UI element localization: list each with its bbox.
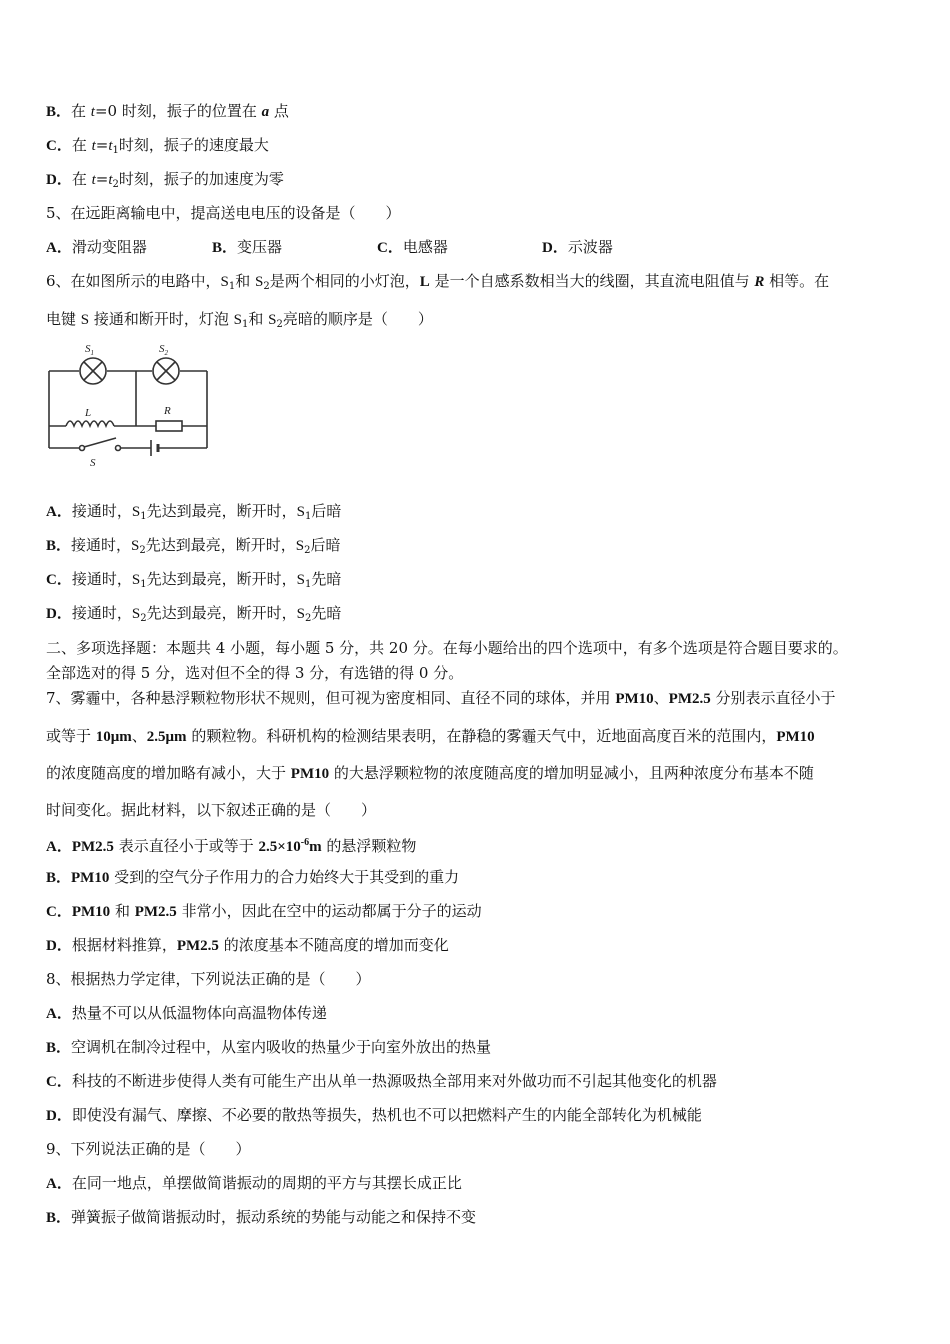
label-r: R [164,405,171,417]
q6-stem-line2: 电键 S 接通和断开时，灯泡 $S_1$和 $S_2$亮暗的顺序是（ ） [46,310,433,330]
q7-stem-line4: 时间变化。据此材料，以下叙述正确的是（ ） [46,801,377,819]
q8-option-c: C．科技的不断进步使得人类有可能生产出从单一热源吸热全部用来对外做功而不引起其他变化的机器 [46,1072,717,1090]
q7-option-c: C．PM10 和 PM2.5 非常小，因此在空中的运动都属于分子的运动 [46,902,482,920]
q8-stem: 8、根据热力学定律，下列说法正确的是（ ） [46,970,371,988]
q5-option-d: D．示波器 [542,238,613,256]
q6-option-c: C．接通时，$S_1$先达到最亮，断开时，$S_1$先暗 [46,570,342,590]
q5-stem: 5、在远距离输电中，提高送电电压的设备是（ ） [46,204,401,222]
q6-stem-line1: 6、在如图所示的电路中，$S_1$和 $S_2$是两个相同的小灯泡，L 是一个自感系数相当大的线圈，其直流电阻值与 R 相等。在 [46,272,830,292]
section2-instructions-line2: 全部选对的得 5 分，选对但不全的得 3 分，有选错的得 0 分。 [46,664,464,682]
q5-option-b: B．变压器 [212,238,283,256]
q7-stem-line1: 7、雾霾中，各种悬浮颗粒物形状不规则，但可视为密度相同、直径不同的球体，并用 PM10、PM2.5 分别表示直径小于 [46,689,836,707]
q7-stem-line2: 或等于 10μm、2.5μm 的颗粒物。科研机构的检测结果表明，在静稳的雾霾天气中，近地面高度百米的范围内，PM10 [46,727,815,745]
q7-option-b: B．PM10 受到的空气分子作用力的合力始终大于其受到的重力 [46,868,460,886]
switch-blade [84,438,116,447]
q4-option-d: D．在 $t=t_2$时刻，振子的加速度为零 [46,170,284,190]
q6-circuit-diagram [44,336,214,472]
label-l: L [85,407,92,419]
q8-option-d: D．即使没有漏气、摩擦、不必要的散热等损失，热机也不可以把燃料产生的内能全部转化为机械能 [46,1106,702,1124]
q8-option-a: A．热量不可以从低温物体向高温物体传递 [46,1004,327,1022]
q9-stem: 9、下列说法正确的是（ ） [46,1140,251,1158]
q6-option-d: D．接通时，$S_2$先达到最亮，断开时，$S_2$先暗 [46,604,342,624]
label-s2: $S_2$ [159,343,168,357]
label-switch-s: S [90,457,96,469]
q6-option-a: A．接通时，$S_1$先达到最亮，断开时，$S_1$后暗 [46,502,342,522]
q4-option-c: C．在 $t=t_1$时刻，振子的速度最大 [46,136,269,156]
label-s1: $S_1$ [85,343,94,357]
q4-option-b: B．在 t=0 时刻，振子的位置在 a 点 [46,102,289,120]
q7-stem-line3: 的浓度随高度的增加略有减小，大于 PM10 的大悬浮颗粒物的浓度随高度的增加明显减小，且两种浓度分布基本不随 [46,764,814,782]
q9-option-a: A．在同一地点，单摆做简谐振动的周期的平方与其摆长成正比 [46,1174,462,1192]
q7-option-d: D．根据材料推算，PM2.5 的浓度基本不随高度的增加而变化 [46,936,449,954]
inductor-coil-icon [66,421,114,426]
resistor-icon [156,421,182,431]
q9-option-b: B．弹簧振子做简谐振动时，振动系统的势能与动能之和保持不变 [46,1208,477,1226]
q7-option-a: A．PM2.5 表示直径小于或等于 $2.5\times 10^{-6}m$ 的悬浮颗粒物 [46,837,417,855]
q6-option-b: B．接通时，$S_2$先达到最亮，断开时，$S_2$后暗 [46,536,341,556]
section2-instructions-line1: 二、多项选择题：本题共 4 小题，每小题 5 分，共 20 分。在每小题给出的四个选项中，有多个选项是符合题目要求的。 [46,639,848,657]
q5-options [46,237,746,257]
q5-option-a: A．滑动变阻器 [46,238,147,256]
q8-option-b: B．空调机在制冷过程中，从室内吸收的热量少于向室外放出的热量 [46,1038,492,1056]
q5-option-c: C．电感器 [377,238,448,256]
switch-contact-icon [80,446,85,451]
